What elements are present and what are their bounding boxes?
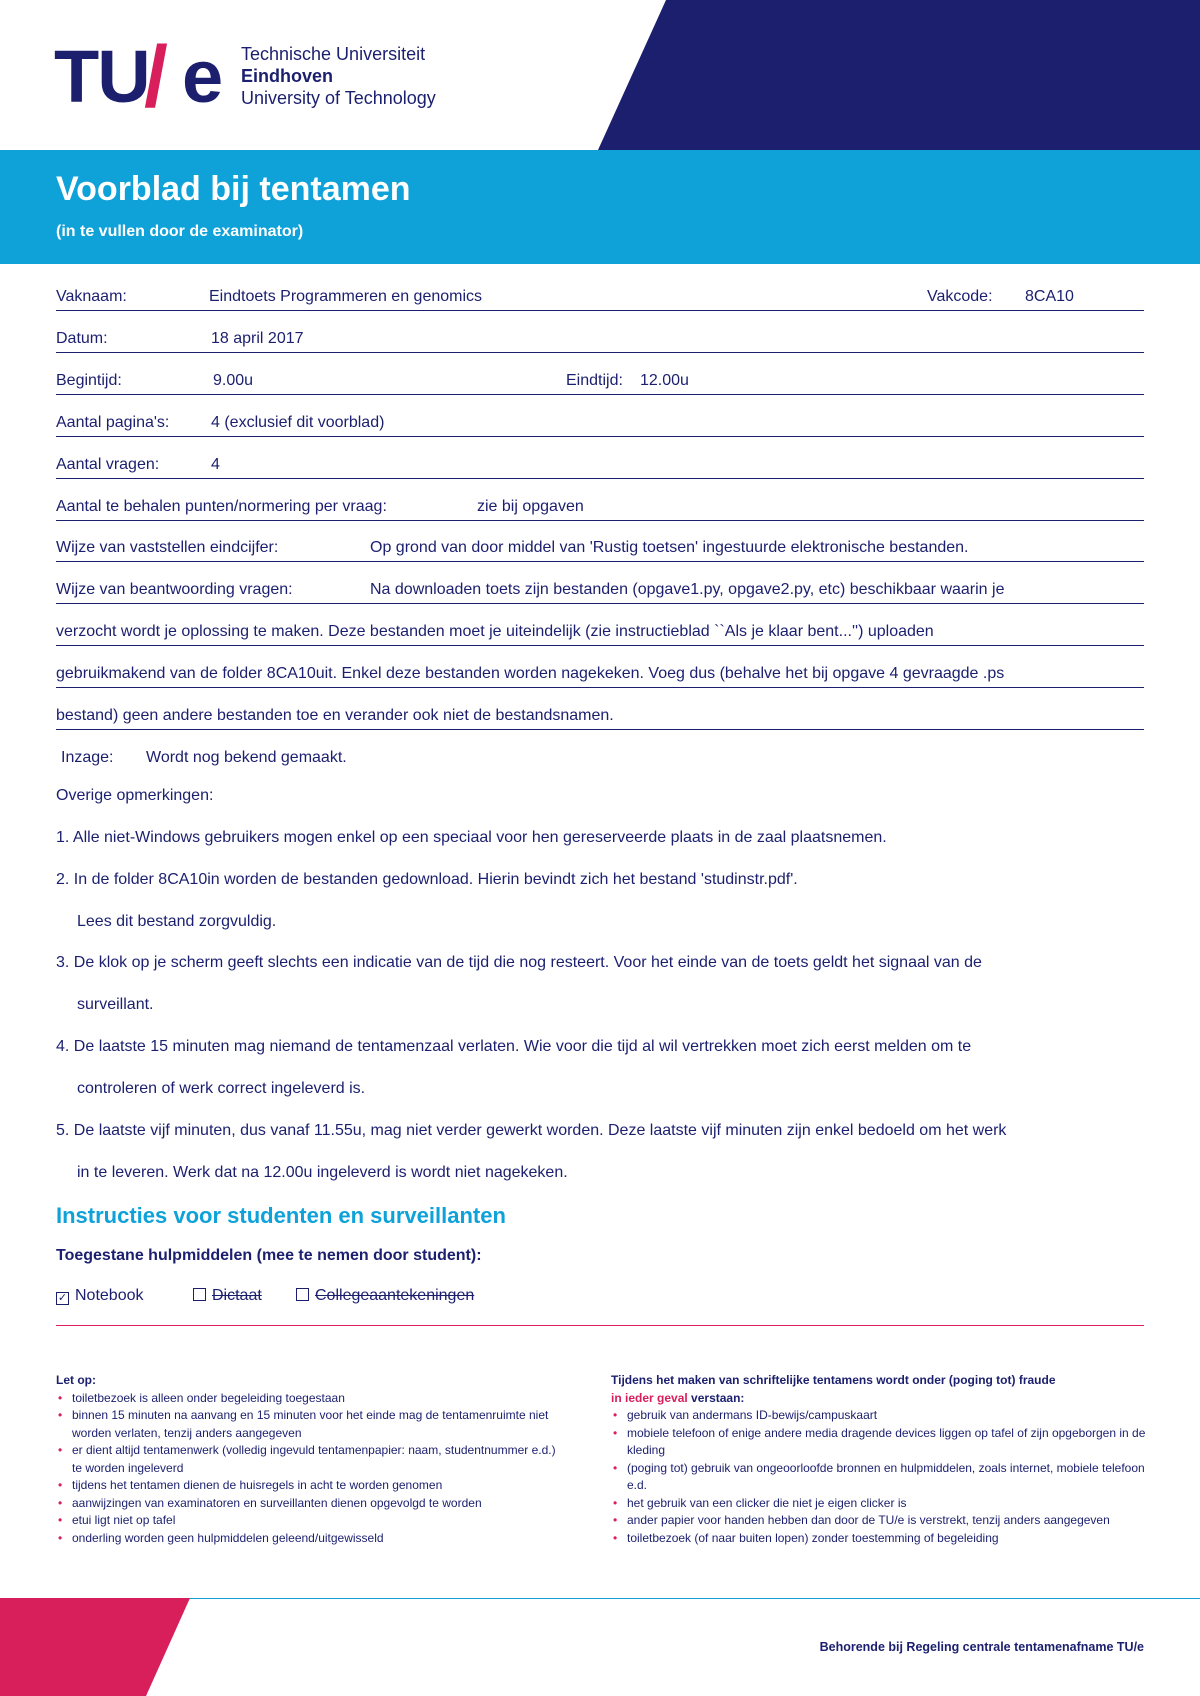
notes-right-item: • mobiele telefoon of enige andere media dragende devices liggen op tafel of zijn opgeborgen in de kleding	[611, 1425, 1151, 1460]
paginas-value: 4 (exclusief dit voorblad)	[211, 414, 385, 431]
notes-right-item: • toiletbezoek (of naar buiten lopen) zonder toestemming of begeleiding	[611, 1530, 1151, 1548]
datum-value: 18 april 2017	[211, 330, 304, 347]
remark-2-continued: Lees dit bestand zorgvuldig.	[77, 913, 277, 930]
vakcode-value: 8CA10	[1025, 288, 1074, 305]
remark-5: 5. De laatste vijf minuten, dus vanaf 11.55u, mag niet verder gewerkt worden. Deze laatste vijf minuten zijn enkel bedoeld om het werk	[56, 1122, 1007, 1139]
notes-left-item: • aanwijzingen van examinatoren en surveillanten dienen opgevolgd te worden	[56, 1495, 566, 1513]
tue-logo	[54, 29, 234, 125]
aid-collegeaantekeningen-label: Collegeaantekeningen	[315, 1287, 475, 1304]
paginas-label: Aantal pagina's:	[56, 414, 170, 431]
notes-left-item: • onderling worden geen hulpmiddelen geleend/uitgewisseld	[56, 1530, 566, 1548]
footer-red-shape	[0, 1598, 200, 1696]
notes-right-title-line1: Tijdens het maken van schriftelijke tentamens wordt onder (poging tot) fraude	[611, 1373, 1056, 1387]
logo-mark-e: e	[182, 35, 224, 118]
aid-collegeaantekeningen[interactable]	[296, 1287, 474, 1305]
row-tijden	[56, 358, 1144, 395]
vaknaam-value: Eindtoets Programmeren en genomics	[209, 288, 483, 305]
remark-3: 3. De klok op je scherm geeft slechts een indicatie van de tijd die nog resteert. Voor het einde van de toets geldt het signaal van de	[56, 954, 982, 971]
notes-left-item: • binnen 15 minuten na aanvang en 15 minuten voor het einde mag de tentamenruimte niet worden verlaten, tenzij anders aangegeven	[56, 1407, 566, 1442]
notes-left	[56, 1372, 566, 1547]
page-title: Voorblad bij tentamen	[56, 170, 411, 208]
notes-left-item: • etui ligt niet op tafel	[56, 1512, 566, 1530]
punten-label: Aantal te behalen punten/normering per vraag:	[56, 498, 387, 515]
beantwoording-line-4: bestand) geen andere bestanden toe en verander ook niet de bestandsnamen.	[56, 707, 614, 724]
row-vaknaam	[56, 274, 1144, 311]
vakcode-label: Vakcode:	[927, 288, 993, 305]
footer-text: Behorende bij Regeling centrale tentamenafname TU/e	[819, 1640, 1144, 1654]
checkbox-checked-icon[interactable]: ✓	[57, 1292, 68, 1304]
eindtijd-value: 12.00u	[640, 372, 689, 389]
checkbox-empty-icon[interactable]	[193, 1288, 206, 1301]
row-paginas	[56, 400, 1144, 437]
row-inzage	[56, 735, 1144, 771]
checkbox-empty-icon[interactable]	[296, 1288, 309, 1301]
row-beantwoording-2	[56, 609, 1144, 646]
vragen-label: Aantal vragen:	[56, 456, 160, 473]
row-beantwoording-3	[56, 651, 1144, 688]
notes-left-item: • toiletbezoek is alleen onder begeleiding toegestaan	[56, 1390, 566, 1408]
notes-left-item: • tijdens het tentamen dienen de huisregels in acht te worden genomen	[56, 1477, 566, 1495]
eindcijfer-value: Op grond van door middel van 'Rustig toetsen' ingestuurde elektronische bestanden.	[370, 539, 969, 556]
allowed-aids-heading: Toegestane hulpmiddelen (mee te nemen door student):	[56, 1247, 482, 1264]
remark-3-continued: surveillant.	[77, 996, 154, 1013]
row-eindcijfer	[56, 525, 1144, 562]
row-beantwoording-4	[56, 693, 1144, 730]
vragen-value: 4	[211, 456, 220, 473]
remark-2: 2. In de folder 8CA10in worden de bestanden gedownload. Hierin bevindt zich het bestand 'studinstr.pdf'.	[56, 871, 798, 888]
beantwoording-label: Wijze van beantwoording vragen:	[56, 581, 293, 598]
notes-right	[611, 1372, 1151, 1547]
inzage-label: Inzage:	[61, 749, 114, 766]
notes-right-item: • (poging tot) gebruik van ongeoorloofde bronnen en hulpmiddelen, zoals internet, mobiele telefoon e.d.	[611, 1460, 1151, 1495]
notes-right-item: • het gebruik van een clicker die niet je eigen clicker is	[611, 1495, 1151, 1513]
datum-label: Datum:	[56, 330, 108, 347]
beantwoording-value: Na downloaden toets zijn bestanden (opgave1.py, opgave2.py, etc) beschikbaar waarin je	[370, 581, 1005, 598]
notes-right-title	[611, 1372, 1151, 1407]
beantwoording-line-2: verzocht wordt je oplossing te maken. Deze bestanden moet je uiteindelijk (zie instructieblad ``Als je klaar bent...'') uploaden	[56, 623, 934, 640]
logo-mark-slash: /	[144, 29, 168, 125]
eindcijfer-label: Wijze van vaststellen eindcijfer:	[56, 539, 279, 556]
row-punten	[56, 484, 1144, 521]
notes-left-title: Let op:	[56, 1373, 96, 1387]
instructions-heading: Instructies voor studenten en surveillanten	[56, 1203, 506, 1228]
aid-notebook-label: Notebook	[75, 1287, 144, 1304]
logo-mark-tu: TU	[54, 35, 149, 118]
page-subtitle: (in te vullen door de examinator)	[56, 223, 304, 240]
eindtijd-label: Eindtijd:	[566, 372, 623, 389]
aid-dictaat-label: Dictaat	[212, 1287, 262, 1304]
notes-right-title-rest: verstaan:	[691, 1390, 745, 1405]
begintijd-value: 9.00u	[213, 372, 254, 389]
aid-dictaat[interactable]	[193, 1287, 262, 1305]
aid-notebook[interactable]	[56, 1287, 144, 1305]
remark-1: 1. Alle niet-Windows gebruikers mogen enkel op een speciaal voor hen gereserveerde plaats in de zaal plaatsnemen.	[56, 829, 887, 846]
notes-right-item: • gebruik van andermans ID-bewijs/campuskaart	[611, 1407, 1151, 1425]
notes-left-item: • er dient altijd tentamenwerk (volledig ingevuld tentamenpapier: naam, studentnummer e.d.) te worden ingeleverd	[56, 1442, 566, 1477]
logo-text-line-1: Technische Universiteit	[241, 44, 426, 64]
logo-text-line-3: University of Technology	[241, 88, 436, 108]
logo-text-line-2: Eindhoven	[241, 66, 334, 86]
punten-value: zie bij opgaven	[477, 498, 584, 515]
notes-right-title-emphasis: in ieder geval	[611, 1390, 688, 1405]
row-vragen	[56, 442, 1144, 479]
notes-right-item: • ander papier voor handen hebben dan door de TU/e is verstrekt, tenzij anders aangegeven	[611, 1512, 1151, 1530]
opmerkingen-label: Overige opmerkingen:	[56, 787, 214, 804]
row-beantwoording	[56, 567, 1144, 604]
inzage-value: Wordt nog bekend gemaakt.	[146, 749, 347, 766]
row-datum	[56, 316, 1144, 353]
vaknaam-label: Vaknaam:	[56, 288, 127, 305]
remark-5-continued: in te leveren. Werk dat na 12.00u ingeleverd is wordt niet nagekeken.	[77, 1164, 568, 1181]
section-divider	[56, 1325, 1144, 1326]
begintijd-label: Begintijd:	[56, 372, 122, 389]
remark-4: 4. De laatste 15 minuten mag niemand de tentamenzaal verlaten. Wie voor die tijd al wil vertrekken moet zich eerst melden om te	[56, 1038, 972, 1055]
beantwoording-line-3: gebruikmakend van de folder 8CA10uit. Enkel deze bestanden worden nagekeken. Voeg dus (behalve het bij opgave 4 gevraagde .ps	[56, 665, 1005, 682]
remark-4-continued: controleren of werk correct ingeleverd is.	[77, 1080, 366, 1097]
